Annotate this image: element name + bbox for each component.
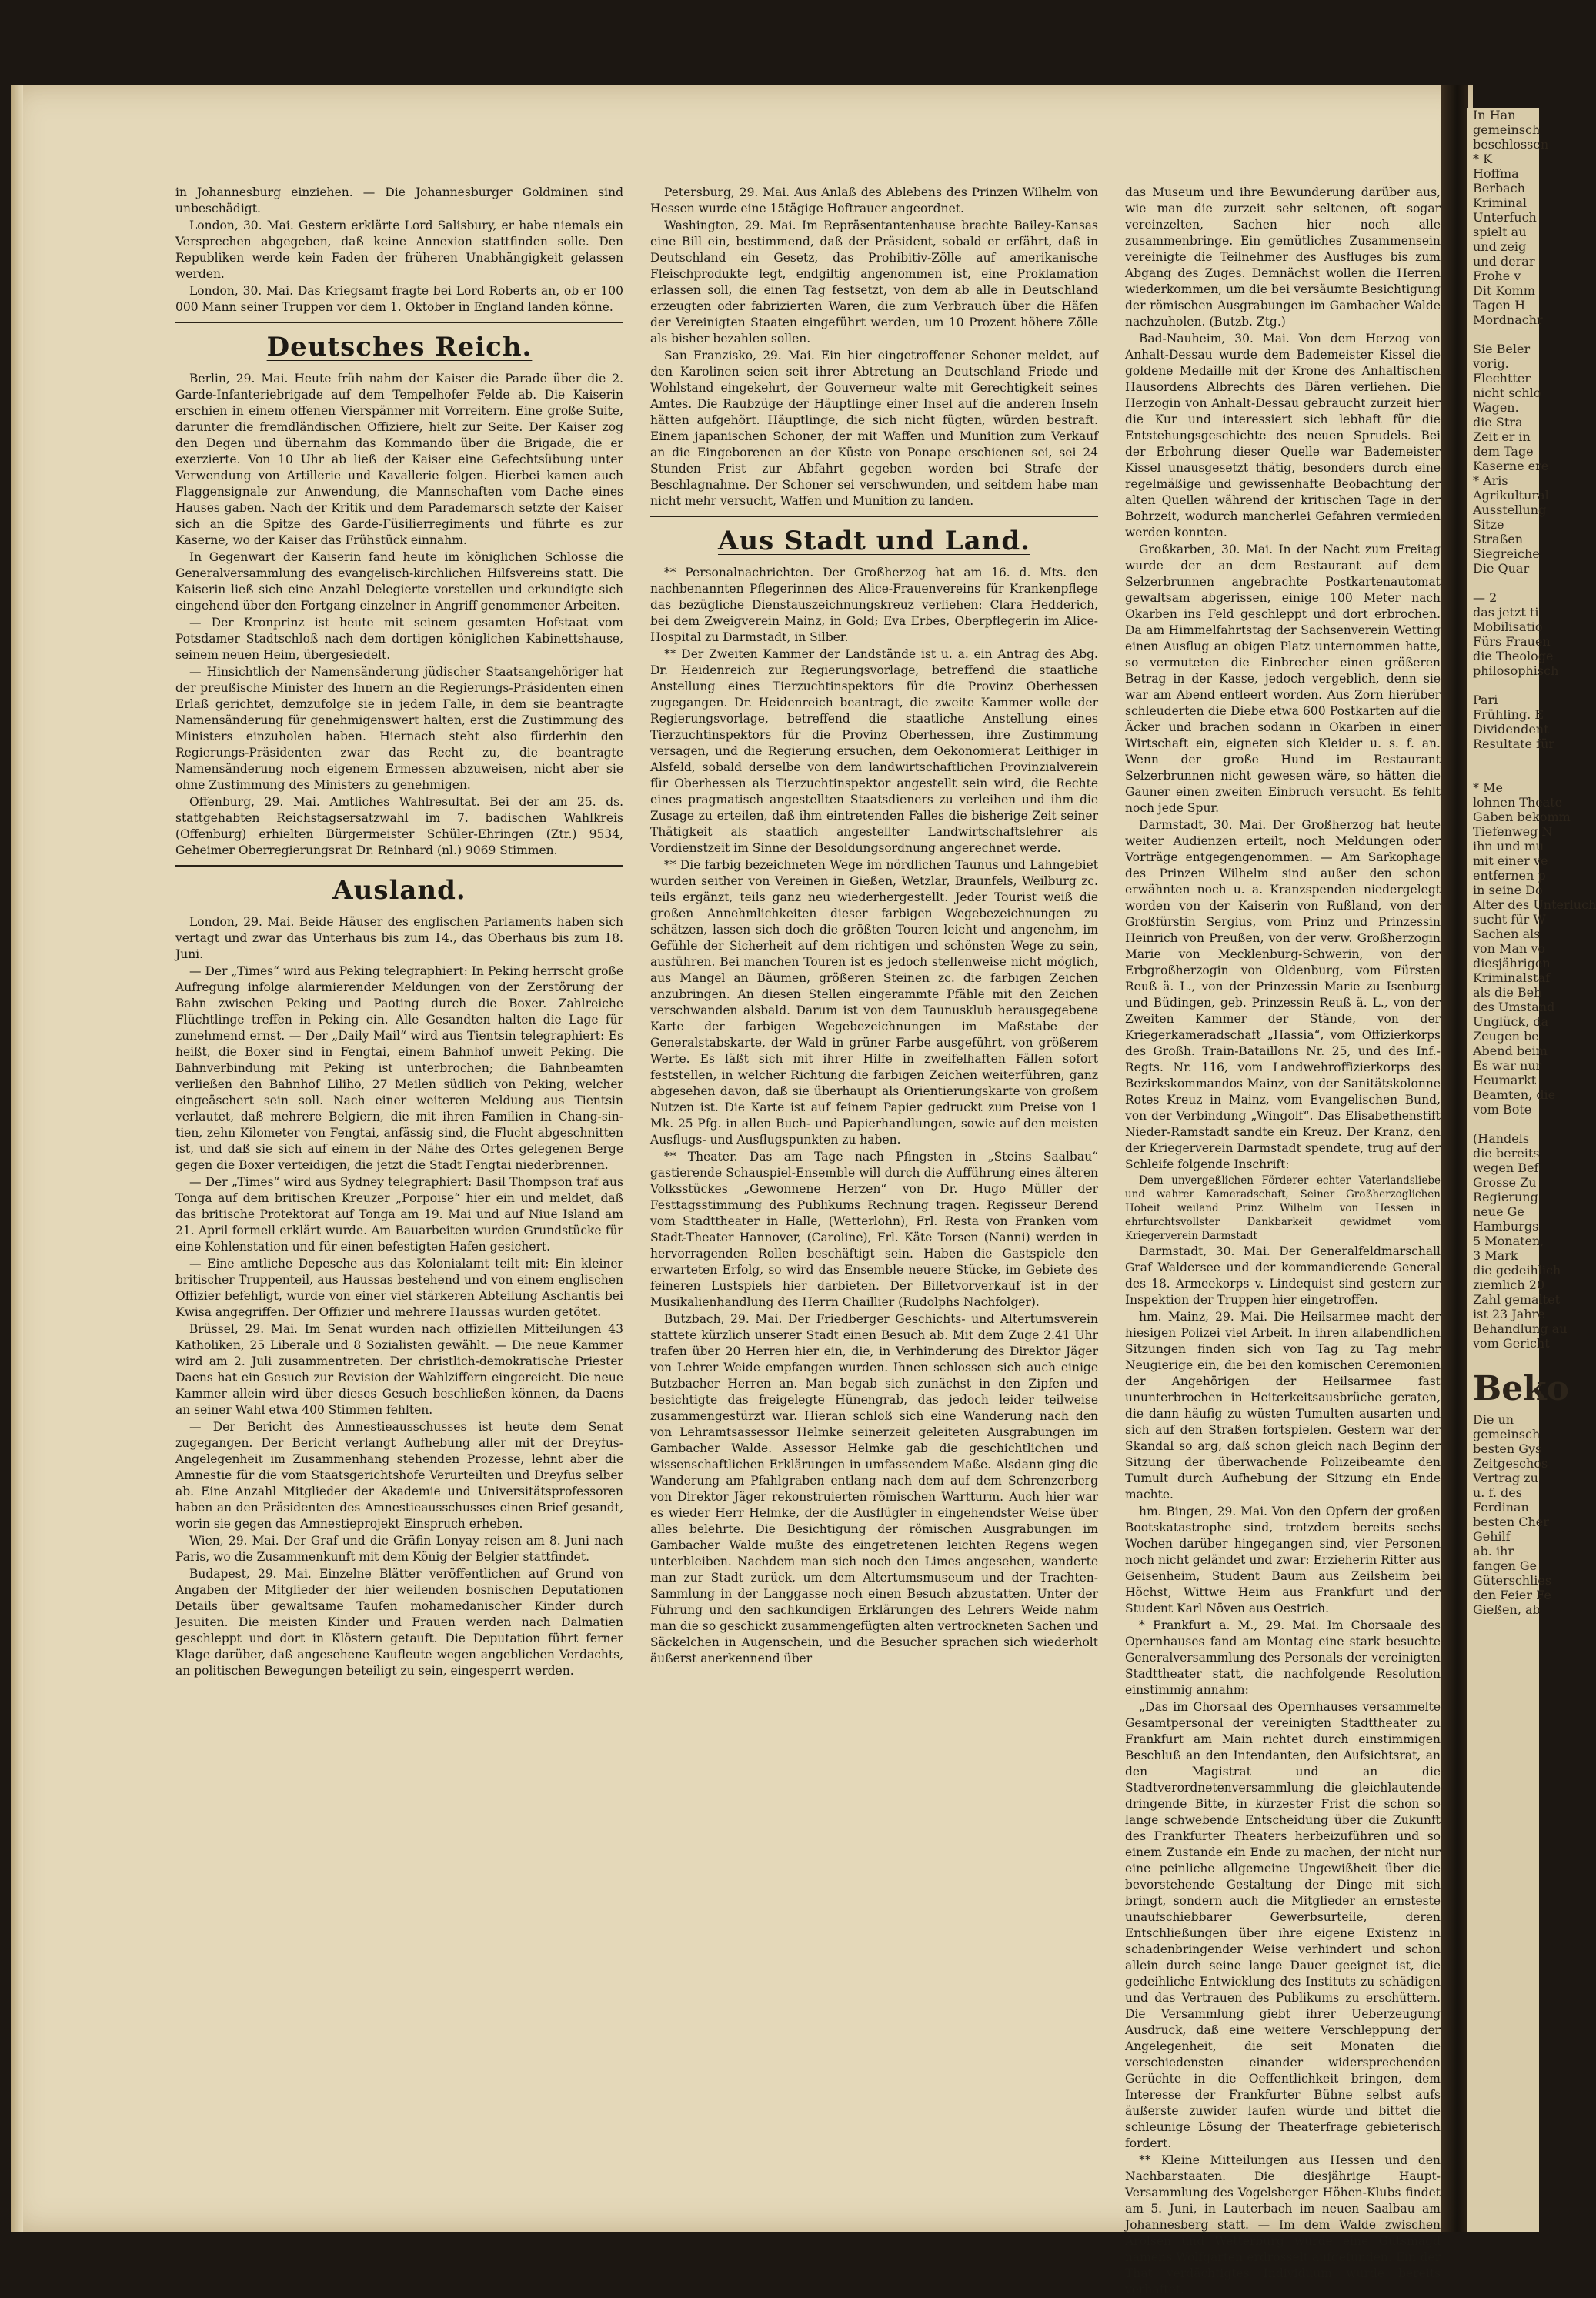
adjacent-page-line: Es war nur (1473, 1058, 1542, 1073)
adjacent-page-line: als die Beh (1473, 985, 1542, 1000)
adjacent-page-line (1467, 327, 1539, 342)
article-mainz-heilsarmee: hm. Mainz, 29. Mai. Die Heilsarmee macht der hiesigen Polizei viel Arbeit. In ihren allabendlichen Sitzungen finden sich von Tag zu Tag mehr Neugierige ein, die bei den komischen Ceremonien der Angehörigen der Heilsarmee fast ununterbrochen in Heiterkeitsausbrüche geraten, die dann häufig zu wüsten Tumulten ausarten und sich auf den Straßen fortspielen. Gestern war der Skandal so arg, daß schon gleich nach Beginn der Sitzung der überwachende Polizeibeamte den Tumult durch Aufhebung der Sitzung ein Ende machte. (1125, 1310, 1441, 1501)
article-kronprinz: — Der Kronprinz ist heute mit seinem gesamten Hofstaat vom Potsdamer Stadtschloß nach dem dortigen königlichen Kabinettshause, seinem neuen Heim, übergesiedelt. (175, 616, 623, 662)
adjacent-page-line: Frohe v (1473, 269, 1521, 283)
binding-gutter (1441, 85, 1468, 2232)
adjacent-page-line: Behandlung au (1473, 1321, 1568, 1336)
adjacent-page-line: ist 23 Jahre (1473, 1307, 1545, 1321)
adjacent-page-line: Güterschlies (1473, 1573, 1552, 1588)
adjacent-page-line: Grosse Zu (1473, 1175, 1537, 1190)
article-wien-lonyay: Wien, 29. Mai. Der Graf und die Gräfin Lonyay reisen am 8. Juni nach Paris, wo die Zusammenkunft mit dem König der Belgier stattfindet. (175, 1534, 623, 1564)
column-3 (1125, 185, 1441, 2296)
adjacent-page-line: Mordnachr (1473, 312, 1543, 327)
article-offenburg-wahl: Offenburg, 29. Mai. Amtliches Wahlresultat. Bei der am 25. ds. stattgehabten Reichstagsersatzwahl im 7. badischen Wahlkreis (Offenburg) erhielten Bürgermeister Schüler-Ehringen (Ztr.) 9534, Geheimer Oberregierungsrat Dr. Reinhard (nl.) 9069 Stimmen. (175, 795, 623, 857)
adjacent-page-line: vorig. (1473, 356, 1509, 371)
adjacent-page-text-2 (1467, 1412, 1552, 1617)
article-bruessel-senat: Brüssel, 29. Mai. Im Senat wurden nach offiziellen Mitteilungen 43 Katholiken, 25 Liberale und 8 Sozialisten gewählt. — Die neue Kammer wird am 2. Juli zusammentreten. Der christlich-demokratische Priester Daens hat ein Gesuch zur Revision der Wahlziffern eingereicht. Die neue Kammer allein wird über dieses Gesuch beschließen können, da Daens an seiner Wahl etwa 400 Stimmen fehlten. (175, 1322, 623, 1417)
adjacent-page-line: lohnen Theate (1473, 795, 1563, 810)
article-butzbach-continued: das Museum und ihre Bewunderung darüber aus, wie man die zurzeit sehr seltenen, oft sogar vereinzelten, Sachen hier noch alle zusammenbringe. Ein gemütliches Zusammensein vereinigte die Teilnehmer des Ausfluges bis zum Abgang des Zuges. Demnächst wollen die Herren wiederkommen, um die bei versäumte Besichtigung der römischen Ausgrabungen im Gambacher Walde nachzuholen. (Butzb. Ztg.) (1125, 185, 1441, 329)
adjacent-page-line: Zahl gemaltet (1473, 1292, 1561, 1307)
adjacent-page-line: die bereits (1473, 1146, 1540, 1161)
article-london-kriegsamt: London, 30. Mai. Das Kriegsamt fragte bei Lord Roberts an, ob er 100 000 Mann seiner Truppen vor dem 1. Oktober in England landen könne. (175, 284, 623, 314)
adjacent-page-line: Gießen, ab (1473, 1602, 1541, 1617)
adjacent-page-line: spielt au (1473, 225, 1527, 239)
adjacent-page-line: gemeinsch (1473, 1427, 1541, 1441)
adjacent-page-line: Dividendent (1473, 722, 1549, 736)
adjacent-page-line: nicht schlo (1473, 386, 1541, 400)
adjacent-page-line: Zeit er in (1473, 429, 1531, 444)
adjacent-page-line: Ausstellung (1473, 503, 1547, 517)
adjacent-page-line: Regierung (1473, 1190, 1538, 1204)
article-aschantis: — Eine amtliche Depesche aus das Kolonialamt teilt mit: Ein kleiner britischer Truppenteil, aus Haussas bestehend und von einem englischen Offizier befehligt, wurde von einer viel stärkeren Abteilung Aschantis bei Kwisa angegriffen. Der Offizier und mehrere Haussas wurden getötet. (175, 1257, 623, 1319)
article-frankfurt-resolution: „Das im Chorsaal des Opernhauses versammelte Gesamtpersonal der vereinigten Stadttheater zu Frankfurt am Main richtet durch einstimmigen Beschluß an den Intendanten, den Aufsichtsrat, an den Magistrat und an die Stadtverordnetenversammlung die gleichlautende dringende Bitte, in kürzester Frist die schon so lange schwebende Entscheidung über die Zukunft des Frankfurter Theaters herbeizuführen und so einem Zustande ein Ende zu machen, der nicht nur eine peinliche allgemeine Ungewißheit über die bevorstehende Gestaltung der Dinge mit sich bringt, sondern auch die Mitglieder an ernsteste unaufschiebbarer Gewerbsurteile, deren Entschließungen über ihre eigene Existenz in schadenbringender Weise verhindert und schon allein durch seine lange Dauer geeignet ist, die gedeihliche Entwicklung des Instituts zu schädigen und das Vertrauen des Publikums zu erschüttern. Die Versammlung giebt ihrer Ueberzeugung Ausdruck, daß eine weitere Verschleppung der Angelegenheit, die seit Monaten die verschiedensten einander widersprechenden Gerüchte in die Oeffentlichkeit bringen, dem Interesse der Frankfurter Bühne selbst aufs äußerste zuwider laufen würde und bittet die schleunige Lösung der Theaterfrage gebieterisch fordert. (1125, 1700, 1441, 2150)
adjacent-page-line: besten Cher (1473, 1515, 1549, 1529)
adjacent-page-line: philosophisch (1473, 663, 1559, 678)
section-divider (650, 516, 1098, 517)
article-personalnachrichten: ** Personalnachrichten. Der Großherzog hat am 16. d. Mts. den nachbenannten Pflegerinnen des Alice-Frauenvereins für Krankenpflege das bezügliche Dienstauszeichnungskreuz verliehen: Clara Hedderich, bei dem Zweigverein Mainz, in Gold; Eva Erbes, Oberpflegerin im Alice-Hospital zu Darmstadt, in Silber. (650, 566, 1098, 644)
adjacent-page-line: Vertrag zu (1473, 1471, 1538, 1485)
adjacent-page-line: Zeitgeschos (1473, 1456, 1548, 1471)
adjacent-page-line: vom Bote (1473, 1102, 1532, 1117)
article-darmstadt-kranzspenden: Darmstadt, 30. Mai. Der Großherzog hat heute weiter Audienzen erteilt, noch Meldungen oder Vorträge entgegengenommen. — Am Sarkophage des Prinzen Wilhelm sind außer den schon erwähnten noch u. a. Kranzspenden niedergelegt worden von der Kaiserin von Rußland, von der Großfürstin Sergius, vom Prinz und Prinzessin Heinrich von Preußen, von der verw. Großherzogin Marie von Mecklenburg-Schwerin, von der Erbgroßherzogin von Oldenburg, vom Fürsten Reuß ä. L., von der Prinzessin Marie zu Isenburg und Büdingen, geb. Prinzessin Reuß ä. L., von der Zweiten Kammer der Stände, von der Kriegerkameradschaft „Hassia“, vom Offizierkorps des Großh. Train-Bataillons Nr. 25, und des Inf.-Regts. Nr. 116, vom Landwehroffizierkorps des Bezirkskommandos Mainz, von der Sanitätskolonne Rotes Kreuz in Mainz, vom Evangelischen Bund, von der Verbindung „Wingolf“. Das Elisabethenstift Nieder-Ramstadt sandte ein Kreuz. Der Kranz, den der Kriegerverein Darmstadt spendete, trug auf der Schleife folgende Inschrift: (1125, 818, 1441, 1171)
adjacent-page-line: ihn und mu (1473, 839, 1544, 853)
adjacent-page-line: Kriminal (1473, 195, 1527, 210)
adjacent-page-line: Tiefenweg N (1473, 824, 1553, 839)
article-darmstadt-waldersee: Darmstadt, 30. Mai. Der Generalfeldmarschall Graf Waldersee und der kommandierende General des 18. Armeekorps v. Lindequist sind gestern zur Inspektion der Truppen hier eingetroffen. (1125, 1244, 1441, 1307)
article-namensaenderung: — Hinsichtlich der Namensänderung jüdischer Staatsangehöriger hat der preußische Minister des Innern an die Regierungs-Präsidenten einen Erlaß gerichtet, demzufolge sie in jedem Falle, in dem sie beantragte Namensänderung für genehmigenswert halten, erst die Zustimmung des Ministers einzuholen haben. Hiernach steht also fürderhin den Regierungs-Präsidenten zwar das Recht zu, die beantragte Namensänderung noch eigenem Ermessen abzuweisen, nicht aber sie ohne Zustimmung des Ministers zu genehmigen. (175, 665, 623, 792)
adjacent-page-line: Agrikultural (1473, 488, 1549, 503)
adjacent-page-line: des Umstand (1473, 1000, 1555, 1014)
adjacent-page-line: diesjährigen (1473, 956, 1551, 970)
adjacent-page-line: Sie Beler (1473, 342, 1531, 356)
adjacent-page-line: (Handels (1473, 1131, 1530, 1146)
adjacent-page-line: ziemlich 20 (1473, 1278, 1545, 1292)
adjacent-page-line: von Man vo (1473, 941, 1546, 956)
article-kleine-mitteilungen: ** Kleine Mitteilungen aus Hessen und den Nachbarstaaten. Die diesjährige Haupt-Versammlung des Vogelsberger Höhen-Klubs findet am 5. Juni, in Lauterbach im neuen Saalbau am Johannesberg statt. — Im dem Walde zwischen Arolsen und Wetterburg wurde eine Gutsmagd namens Wolfgarten erdrosselt aufgefunden. Ein der That verdächtigtes Individuum wurde bereits verhaftet. (1125, 2153, 1441, 2296)
article-san-franzisko: San Franzisko, 29. Mai. Ein hier eingetroffener Schoner meldet, auf den Karolinen seien seit ihrer Abtretung an Deutschland Friede und Wohlstand eingekehrt, der Gouverneur walte mit Gerechtigkeit seines Amtes. Die Raubzüge der Häuptlinge einer Insel auf die anderen Inseln hätten aufgehört. Häuptlinge, die sich nicht fügten, würden bestraft. Einem japanischen Schoner, der mit Waffen und Munition zum Verkauf an die Eingeborenen an der Küste von Ponape erschienen sei, sei 24 Stunden Frist zur Abfahrt gegeben worden bei Strafe der Beschlagnahme. Der Schoner sei verschwunden, und seitdem habe man nicht mehr versucht, Waffen und Munition zu landen. (650, 349, 1098, 508)
article-berlin-parade: Berlin, 29. Mai. Heute früh nahm der Kaiser die Parade über die 2. Garde-Infanteriebrigade auf dem Tempelhofer Felde ab. Die Kaiserin erschien in einem offenen Vierspänner mit Vorreitern. Eine große Suite, darunter die fremdländischen Offiziere, hielt zur Seite. Der Kaiser zog den Degen und übernahm das Kommando über die Brigade, die er exerzierte. Von 10 Uhr ab ließ der Kaiser eine Gefechtsübung unter Verwendung von Artillerie und Kavallerie folgen. Hierbei kamen auch Flaggensignale zur Anwendung, die Mannschaften vom Dache eines Hauses gaben. Nach der Kritik und dem Parademarsch setzte der Kaiser sich an die Spitze des Garde-Füsilierregiments und führte es zur Kaserne, wo der Kaiser das Frühstück einnahm. (175, 372, 623, 547)
adjacent-page-line (1467, 751, 1539, 766)
article-bad-nauheim: Bad-Nauheim, 30. Mai. Von dem Herzog von Anhalt-Dessau wurde dem Bademeister Kissel die goldene Medaille mit der Krone des Anhaltischen Hausordens Albrechts des Bären verliehen. Die Herzogin von Anhalt-Dessau gebraucht zurzeit hier die Kur und interessiert sich lebhaft für die Entstehungsgeschichte des neuen Sprudels. Bei der Erbohrung dieser Quelle war Bademeister Kissel unausgesetzt thätig, besonders durch eine regelmäßige und gewissenhafte Beobachtung der alten Quellen während der kritischen Tage in der Bohrzeit, wodurch mancherlei Gefahren vermieden werden konnten. (1125, 332, 1441, 539)
adjacent-page-line: Straßen (1473, 532, 1524, 546)
article-zweite-kammer: ** Der Zweiten Kammer der Landstände ist u. a. ein Antrag des Abg. Dr. Heidenreich zur Regierungsvorlage, betreffend die staatliche Anstellung eines Tierzuchtinspektors für die Provinz Oberhessen zugegangen. Dr. Heidenreich beantragt, die zweite Kammer wolle der Regierungsvorlage, betreffend die staatliche Anstellung eines Tierzuchtinspektors für die Provinz Oberhessen, ihre Zustimmung versagen, und die Regierung ersuchen, dem Oekonomierat Leithiger in Alsfeld, sobald derselbe von dem landwirtschaftlichen Provinzialverein für Oberhessen als Tierzuchtinspektor angestellt sein wird, die Rechte eines pragmatisch angestellten Staatsdieners zu verleihen und ihm die Zusage zu erteilen, daß ihm eintretenden Falles die bisherige Zeit seiner Thätigkeit als staatlich angestellter Landwirtschaftslehrer als Vordienstzeit im Sinne der Besoldungsordnung angerechnet werde. (650, 647, 1098, 855)
article-budapest: Budapest, 29. Mai. Einzelne Blätter veröffentlichen auf Grund von Angaben der Mitglieder der hier weilenden bosnischen Deputationen Details über gewaltsame Taufen mohamedanischer Kinder durch Jesuiten. Die meisten Kinder und Frauen werden nach Dalmatien geschleppt und dort in Klöstern getauft. Die Deputation führt ferner Klage darüber, daß angesehene Kaufleute wegen angeblichen Verdachts, an politischen Bewegungen beteiligt zu sein, eingesperrt werden. (175, 1567, 623, 1678)
article-london-salisbury: London, 30. Mai. Gestern erklärte Lord Salisbury, er habe niemals ein Versprechen abgegeben, daß keine Annexion stattfinden solle. Den Republiken werde kein Faden der früheren Unabhängigkeit gelassen werden. (175, 219, 623, 281)
adjacent-page-line: * Aris (1473, 473, 1508, 488)
adjacent-page-headline: Beko (1473, 1369, 1570, 1408)
adjacent-page-line: Gaben bekomm (1473, 810, 1571, 824)
adjacent-page-line: Sachen als (1473, 927, 1541, 941)
adjacent-page-line: Ferdinan (1473, 1500, 1529, 1515)
adjacent-page-line: Wagen. (1473, 400, 1519, 415)
adjacent-page-line: * Me (1473, 780, 1503, 795)
adjacent-page-line: wegen Bef (1473, 1161, 1539, 1175)
adjacent-page-line: entfernen p (1473, 868, 1546, 883)
adjacent-page-line: und derar (1473, 254, 1535, 269)
adjacent-page-line: Abend beim (1473, 1044, 1548, 1058)
section-divider (175, 322, 623, 323)
adjacent-page-line: die gedeihlich (1473, 1263, 1561, 1278)
adjacent-page-text (1467, 108, 1596, 1351)
adjacent-page-line: Beamten, die (1473, 1087, 1556, 1102)
adjacent-page-line: die Theologe (1473, 649, 1554, 663)
adjacent-page-line: den Feier Fe (1473, 1588, 1551, 1602)
column-1 (175, 185, 623, 2232)
adjacent-page-line: Berbach (1473, 181, 1525, 195)
article-peking-boxer: — Der „Times“ wird aus Peking telegraphiert: In Peking herrscht große Aufregung infolge alarmierender Meldungen von der Zerstörung der Bahn zwischen Peking und Paoting durch die Boxer. Zahlreiche Flüchtlinge treffen in Peking ein. Alle Gesandten halten die Lage für zunehmend ernst. — Der „Daily Mail“ wird aus Tientsin telegraphiert: Es heißt, die Boxer sind in Fengtai, einem Bahnhof unweit Peking. Die Bahnverbindung mit Peking ist unterbrochen; die Bahnbeamten verließen den Bahnhof Liliho, 27 Meilen südlich von Peking, welcher eingeäschert sein soll. Nach einer weiteren Meldung aus Tientsin verlautet, daß mehrere Belgiern, die mit ihren Familien in Chang-sin-tien, zehn Kilometer von Fengtai, anfässig sind, die Flucht abgeschnitten ist, und daß sie sich auf einem in der Nähe des Ortes gelegenen Berge gegen die Boxer verteidigen, die jetzt die Stadt Fengtai niederbrennen. (175, 964, 623, 1172)
article-johannesburg: in Johannesburg einziehen. — Die Johannesburger Goldminen sind unbeschädigt. (175, 185, 623, 215)
adjacent-page-line: Frühling. E (1473, 707, 1544, 722)
section-divider (175, 865, 623, 867)
adjacent-page-line: und zeig (1473, 239, 1527, 254)
adjacent-page-line: gemeinsch (1473, 122, 1541, 137)
adjacent-page-line: Dit Komm (1473, 283, 1535, 298)
adjacent-page-line: 5 Monaten, (1473, 1234, 1544, 1248)
article-kaiserin-hilfsverein: In Gegenwart der Kaiserin fand heute im königlichen Schlosse die Generalversammlung des evangelisch-kirchlichen Hilfsvereins statt. Die Kaiserin ließ sich eine Anzahl Delegierte vorstellen und erkundigte sich eingehend über den Fortgang einzelner in Angriff genommener Arbeiten. (175, 550, 623, 613)
adjacent-page-line: Pari (1473, 693, 1498, 707)
page-edge (11, 85, 23, 2232)
adjacent-page-line: Unglück, da (1473, 1014, 1549, 1029)
adjacent-page-line: ab. ihr (1473, 1544, 1514, 1558)
adjacent-page-line: Kriminalstaf (1473, 970, 1551, 985)
section-heading-deutsches-reich: Deutsches Reich. (266, 332, 533, 362)
article-amnestie: — Der Bericht des Amnestieausschusses ist heute dem Senat zugegangen. Der Bericht verlangt Aufhebung aller mit der Dreyfus-Angelegenheit im Zusammenhang stehenden Prozesse, lehnt aber die Amnestie für die vom Staatsgerichtshofe Verurteilten und Dreyfus selber ab. Eine Anzahl Mitglieder der Akademie und Universitätsprofessoren haben an den Präsidenten des Amnestieausschusses einen Brief gesandt, worin sie gegen das Amnestieprojekt Einspruch erheben. (175, 1420, 623, 1531)
adjacent-page-line: Die Quar (1473, 561, 1530, 576)
adjacent-page-line: Hamburgs (1473, 1219, 1539, 1234)
column-2 (650, 185, 1098, 2232)
adjacent-page-line: Resultate für (1473, 736, 1554, 751)
adjacent-page-line: Mobilisatio (1473, 620, 1543, 634)
article-petersburg: Petersburg, 29. Mai. Aus Anlaß des Ablebens des Prinzen Wilhelm von Hessen wurde eine 15tägige Hoftrauer angeordnet. (650, 185, 1098, 215)
adjacent-page-line (1467, 678, 1539, 693)
wreath-inscription: Dem unvergeßlichen Förderer echter Vaterlandsliebe und wahrer Kameradschaft, Seiner Großherzoglichen Hoheit weiland Prinz Wilhelm von Hessen in ehrfurchtsvollster Dankbarkeit gewidmet vom Kriegerverein Darmstadt (1125, 1174, 1441, 1242)
adjacent-page-line: die Stra (1473, 415, 1523, 429)
adjacent-page-line: Tagen H (1473, 298, 1526, 312)
adjacent-page-line: in seine Do (1473, 883, 1543, 897)
adjacent-page-line: Hoffma (1473, 166, 1519, 181)
article-butzbach: Butzbach, 29. Mai. Der Friedberger Geschichts- und Altertumsverein stattete kürzlich unserer Stadt einen Besuch ab. Mit dem Zuge 2.41 Uhr trafen über 20 Herren hier ein, die, in Verhinderung des Direktor Jäger von Lehrer Weide empfangen wurden. Ihnen schlossen sich auch einige Butzbacher Herren an. Man begab sich zunächst in den Zipfen und besichtigte das freigelegte Hünengrab, das jedoch leider teilweise zusammengestürzt war. Hieran schloß sich eine Wanderung nach den von Lehramtsassessor Helmke seinerzeit geleiteten Ausgrabungen im Gambacher Walde. Assessor Helmke gab die geschichtlichen und wissenschaftlichen Erklärungen in umfassendem Maße. Alsdann ging die Wanderung am Pfahlgraben entlang nach dem auf dem Schrenzerberg von Direktor Jäger rekonstruierten römischen Wartturm. Auch hier war es wieder Herr Helmke, der die Ausflügler in eingehendster Weise über alles belehrte. Die Besichtigung der römischen Ausgrabungen im Gambacher Walde mußte des eingetretenen leichten Regens wegen unterbleiben. Nachdem man sich noch den Limes angesehen, wanderte man zur Stadt zurück, um dem Altertumsmuseum und der Trachten-Sammlung in der Langgasse noch einen Besuch abzustatten. Unter der Führung und den sachkundigen Erklärungen des Lehrers Weide nahm man die so geschickt zusammengefügten alten vertrockneten Sachen und Säckelchen in Augenschein, und die Besucher sprachen sich wiederholt äußerst anerkennend über (650, 1312, 1098, 1665)
article-sydney-tonga: — Der „Times“ wird aus Sydney telegraphiert: Basil Thompson traf aus Tonga auf dem britischen Kreuzer „Porpoise“ hier ein und meldet, daß das britische Protektorat auf Tonga am 19. Mai und auf Niue Island am 21. April formell erklärt wurde. Am Bauarbeiten wurden Grundstücke für eine Kohlenstation und für einen befestigten Hafen gesichert. (175, 1175, 623, 1254)
adjacent-page-line: Heumarkt (1473, 1073, 1537, 1087)
adjacent-page-line (1467, 766, 1539, 780)
adjacent-page-line: u. f. des (1473, 1485, 1522, 1500)
article-theater: ** Theater. Das am Tage nach Pfingsten in „Steins Saalbau“ gastierende Schauspiel-Ensemble will durch die Aufführung eines älteren Volksstückes „Gewonnene Herzen“ von Dr. Hugo Müller der Festtagsstimmung des Publikums Rechnung tragen. Regisseur Berend vom Stadttheater in Halle, (Wetterlohn), Frl. Resta von Franken vom Stadt-Theater Hannover, (Caroline), Frl. Käte Torsen (Nanni) werden in hervorragenden Rollen beschäftigt sein. Haben die Gastspiele den erwarteten Erfolg, so wird das Ensemble neuere Stücke, im Gebiete des feineren Lustspiels hier darbieten. Der Billetvorverkauf ist in der Musikalienhandlung des Herrn Chaillier (Rudolphs Nachfolger). (650, 1150, 1098, 1309)
adjacent-page-line: Siegreiche (1473, 546, 1540, 561)
article-london-parlament: London, 29. Mai. Beide Häuser des englischen Parlaments haben sich vertagt und zwar das Unterhaus bis zum 14., das Oberhaus bis zum 18. Juni. (175, 915, 623, 961)
adjacent-page-line: Sitze (1473, 517, 1504, 532)
adjacent-page-line: fangen Ge (1473, 1558, 1538, 1573)
adjacent-page-line: Gehilf (1473, 1529, 1511, 1544)
adjacent-page-fragment (1467, 108, 1596, 2232)
article-farbige-wege: ** Die farbig bezeichneten Wege im nördlichen Taunus und Lahngebiet wurden seither von Vereinen in Gießen, Wetzlar, Braunfels, Weilburg zc. teils ergänzt, teils ganz neu wiederhergestellt. Jeder Tourist weiß die großen Annehmlichkeiten dieser farbigen Wegebezeichnungen zu schätzen, lassen sich doch die größten Touren leicht und angenehm, im Gefühle der Sicherheit auf dem richtigen und schönsten Wege zu sein, ausführen. Bei manchen Touren ist es jedoch stellenweise nicht möglich, aus Mangel an Bäumen, größeren Steinen zc. die farbigen Zeichen anzubringen. An diesen Stellen eingerammte Pfähle mit den Zeichen verschwanden alsbald. Darum ist von dem Taunusklub herausgegebene Karte der farbigen Wegebezeichnungen im Maßstabe der Generalstabskarte, der Wald in grüner Farbe ausgeführt, von größerem Werte. Es läßt sich mit ihrer Hilfe in zweifelhaften Fällen sofort feststellen, in welcher Richtung die farbigen Zeichen weiterführen, ganz abgesehen davon, daß sie überhaupt als Orientierungskarte von großem Nutzen ist. Die Karte ist auf feinem Papier gedruckt zum Preise von 1 Mk. 25 Pfg. in allen Buch- und Papierhandlungen, sowie auf den meisten Ausflugs- und Ausflugspunkten zu haben. (650, 858, 1098, 1147)
adjacent-page-line: In Han (1473, 108, 1516, 122)
adjacent-page-line: sucht für W (1473, 912, 1546, 927)
adjacent-page-line: Fürs Frauen (1473, 634, 1551, 649)
article-bingen: hm. Bingen, 29. Mai. Von den Opfern der großen Bootskatastrophe sind, trotzdem bereits sechs Wochen darüber hingegangen sind, vier Personen noch nicht geländet und zwar: Erzieherin Ritter aus Geisenheim, Student Baum aus Zeilsheim bei Höchst, Wittwe Heim aus Frankfurt und der Student Karl Növen aus Oestrich. (1125, 1505, 1441, 1615)
adjacent-page-line: Kaserne ere (1473, 459, 1549, 473)
adjacent-page-line: vom Gericht (1473, 1336, 1550, 1351)
adjacent-page-line: mit einer ve (1473, 853, 1548, 868)
section-heading-stadt-und-land: Aus Stadt und Land. (718, 526, 1030, 556)
adjacent-page-line: Die un (1473, 1412, 1514, 1427)
article-frankfurt-opernhaus: * Frankfurt a. M., 29. Mai. Im Chorsaale des Opernhauses fand am Montag eine stark besuchte Generalversammlung des Personals der vereinigten Stadttheater statt, die nachfolgende Resolution einstimmig annahm: (1125, 1618, 1441, 1697)
adjacent-page-line (1467, 576, 1539, 590)
article-washington: Washington, 29. Mai. Im Repräsentantenhause brachte Bailey-Kansas eine Bill ein, bestimmend, daß der Präsident, sobald er erfährt, daß in Deutschland ein Gesetz, das Prohibitiv-Zölle auf amerikanische Fleischprodukte legt, endgiltig angenommen ist, eine Proklamation erlassen soll, die einen Tag festsetzt, von dem ab alle in Deutschland erzeugten oder fabrizierten Waren, die zum Verbrauch über die Häfen der Vereinigten Staaten eingeführt werden, um 10 Prozent höhere Zölle als bisher bezahlen sollen. (650, 219, 1098, 346)
adjacent-page-line: das jetzt ti (1473, 605, 1539, 620)
adjacent-page-line: dem Tage (1473, 444, 1534, 459)
adjacent-page-line: Zeugen be (1473, 1029, 1539, 1044)
adjacent-page-line: besten Gys (1473, 1441, 1542, 1456)
adjacent-page-line: Flechtter (1473, 371, 1531, 386)
adjacent-page-line: * K (1473, 152, 1493, 166)
adjacent-page-line: neue Ge (1473, 1204, 1524, 1219)
adjacent-page-line: — 2 (1473, 590, 1498, 605)
adjacent-page-line (1467, 1117, 1539, 1131)
adjacent-page-line: beschlossen (1473, 137, 1549, 152)
section-heading-ausland: Ausland. (332, 875, 466, 906)
adjacent-page-line: Unterfuch (1473, 210, 1537, 225)
adjacent-page-line: Alter des Unterluch (1473, 897, 1596, 912)
adjacent-page-line: 3 Mark (1473, 1248, 1518, 1263)
article-grosskarben: Großkarben, 30. Mai. In der Nacht zum Freitag wurde der an dem Restaurant auf dem Selzerbrunnen angebrachte Postkartenautomat gewaltsam abgerissen, einige 100 Meter nach Okarben ins Feld geschleppt und dort erbrochen. Da am Himmelfahrtstag der Sachsenverein Wetting einen Ausflug an obigen Platz unternommen hatte, so vermuteten die Einbrecher einen größeren Betrag in der Kasse, jedoch vergeblich, denn sie war am Abend entleert worden. Aus Zorn hierüber schleuderten die Diebe etwa 600 Postkarten auf die Äcker und brachen sodann in Okarben in einer Wirtschaft ein, eigneten sich Kleider u. s. f. an. Wenn der große Hund im Restaurant Selzerbrunnen nicht gewesen wäre, so hätten die Gauner einen zweiten Einbruch versucht. Es fehlt noch jede Spur. (1125, 543, 1441, 815)
